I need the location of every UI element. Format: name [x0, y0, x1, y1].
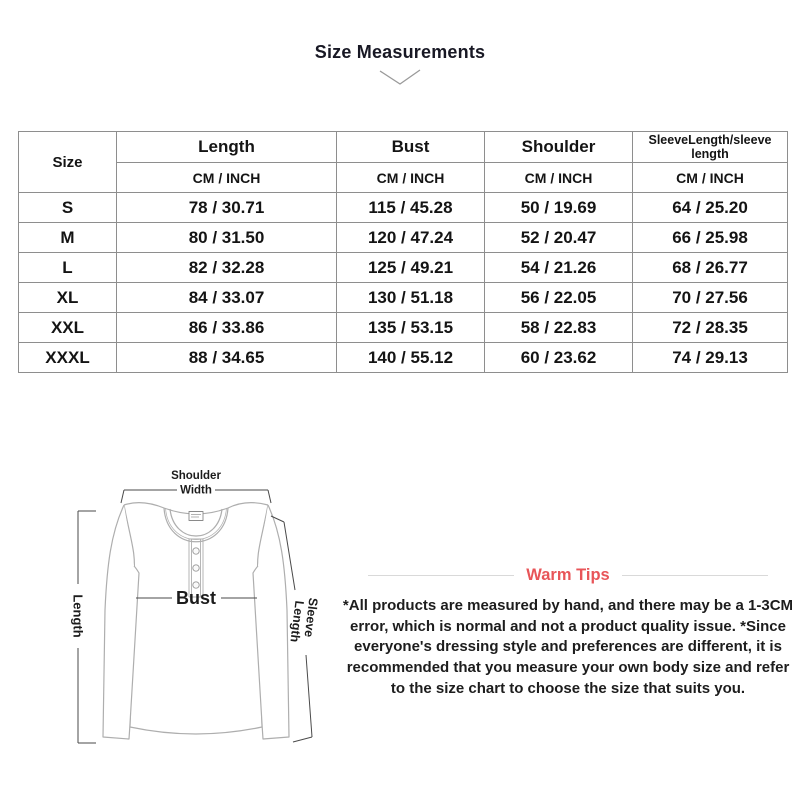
- unit-header-length: CM / INCH: [117, 163, 337, 193]
- shoulder-cell: 50 / 19.69: [485, 193, 633, 223]
- length-cell: 78 / 30.71: [117, 193, 337, 223]
- divider-line-left: [368, 575, 514, 576]
- sleeve-length-label-line1: Sleeve: [301, 596, 321, 639]
- size-cell: XL: [19, 283, 117, 313]
- bust-cell: 120 / 47.24: [337, 223, 485, 253]
- table-row: [19, 313, 788, 343]
- neck-tag: [189, 512, 203, 521]
- shirt-measurement-diagram: [55, 440, 345, 760]
- size-cell: M: [19, 223, 117, 253]
- length-cell: 80 / 31.50: [117, 223, 337, 253]
- shoulder-cell: 60 / 23.62: [485, 343, 633, 373]
- warm-tips-section: [340, 566, 796, 699]
- sleeve-cell: 64 / 25.20: [633, 193, 788, 223]
- shoulder-cell: 56 / 22.05: [485, 283, 633, 313]
- table-header: [19, 132, 788, 193]
- bust-cell: 140 / 55.12: [337, 343, 485, 373]
- shoulder-cell: 54 / 21.26: [485, 253, 633, 283]
- shirt-outline: [103, 503, 289, 739]
- length-cell: 82 / 32.28: [117, 253, 337, 283]
- sleeve-length-label-line2: Length: [287, 599, 307, 644]
- size-cell: XXXL: [19, 343, 117, 373]
- length-label: Length: [70, 594, 86, 638]
- sleeve-cell: 70 / 27.56: [633, 283, 788, 313]
- bust-label: Bust: [176, 588, 216, 608]
- sleeve-cell: 74 / 29.13: [633, 343, 788, 373]
- size-cell: S: [19, 193, 117, 223]
- table-row: [19, 253, 788, 283]
- table-row: [19, 283, 788, 313]
- bust-cell: 130 / 51.18: [337, 283, 485, 313]
- size-cell: XXL: [19, 313, 117, 343]
- chevron-down-icon: [377, 69, 423, 86]
- column-header-size: Size: [19, 132, 117, 193]
- table-row: [19, 223, 788, 253]
- divider-line-right: [622, 575, 768, 576]
- warm-tips-header: [368, 566, 768, 585]
- size-cell: L: [19, 253, 117, 283]
- shoulder-width-label-line1: Shoulder: [171, 470, 221, 482]
- table-row: [19, 343, 788, 373]
- size-measurements-table: [18, 131, 788, 373]
- warm-tips-title: Warm Tips: [526, 566, 610, 584]
- bust-cell: 115 / 45.28: [337, 193, 485, 223]
- sleeve-cell: 66 / 25.98: [633, 223, 788, 253]
- bust-cell: 125 / 49.21: [337, 253, 485, 283]
- length-cell: 88 / 34.65: [117, 343, 337, 373]
- column-header-length: Length: [117, 132, 337, 163]
- header: [0, 42, 800, 86]
- column-header-sleeve-length: SleeveLength/sleeve length: [633, 132, 788, 163]
- table-row: [19, 193, 788, 223]
- length-cell: 86 / 33.86: [117, 313, 337, 343]
- column-header-shoulder: Shoulder: [485, 132, 633, 163]
- unit-header-sleeve-length: CM / INCH: [633, 163, 788, 193]
- warm-tips-text: *All products are measured by hand, and there may be a 1-3CM error, which is normal and not a product quality issue. *Since everyone's dressing style and preferences are different, it is recommended that you measure your own body size and refer to the size chart to choose the size that suits you.: [342, 597, 794, 697]
- bust-cell: 135 / 53.15: [337, 313, 485, 343]
- column-header-bust: Bust: [337, 132, 485, 163]
- shoulder-width-label-line2: Width: [180, 484, 212, 497]
- length-cell: 84 / 33.07: [117, 283, 337, 313]
- unit-header-bust: CM / INCH: [337, 163, 485, 193]
- shoulder-cell: 58 / 22.83: [485, 313, 633, 343]
- shoulder-cell: 52 / 20.47: [485, 223, 633, 253]
- sleeve-cell: 72 / 28.35: [633, 313, 788, 343]
- page-title: Size Measurements: [314, 42, 486, 62]
- unit-header-shoulder: CM / INCH: [485, 163, 633, 193]
- sleeve-cell: 68 / 26.77: [633, 253, 788, 283]
